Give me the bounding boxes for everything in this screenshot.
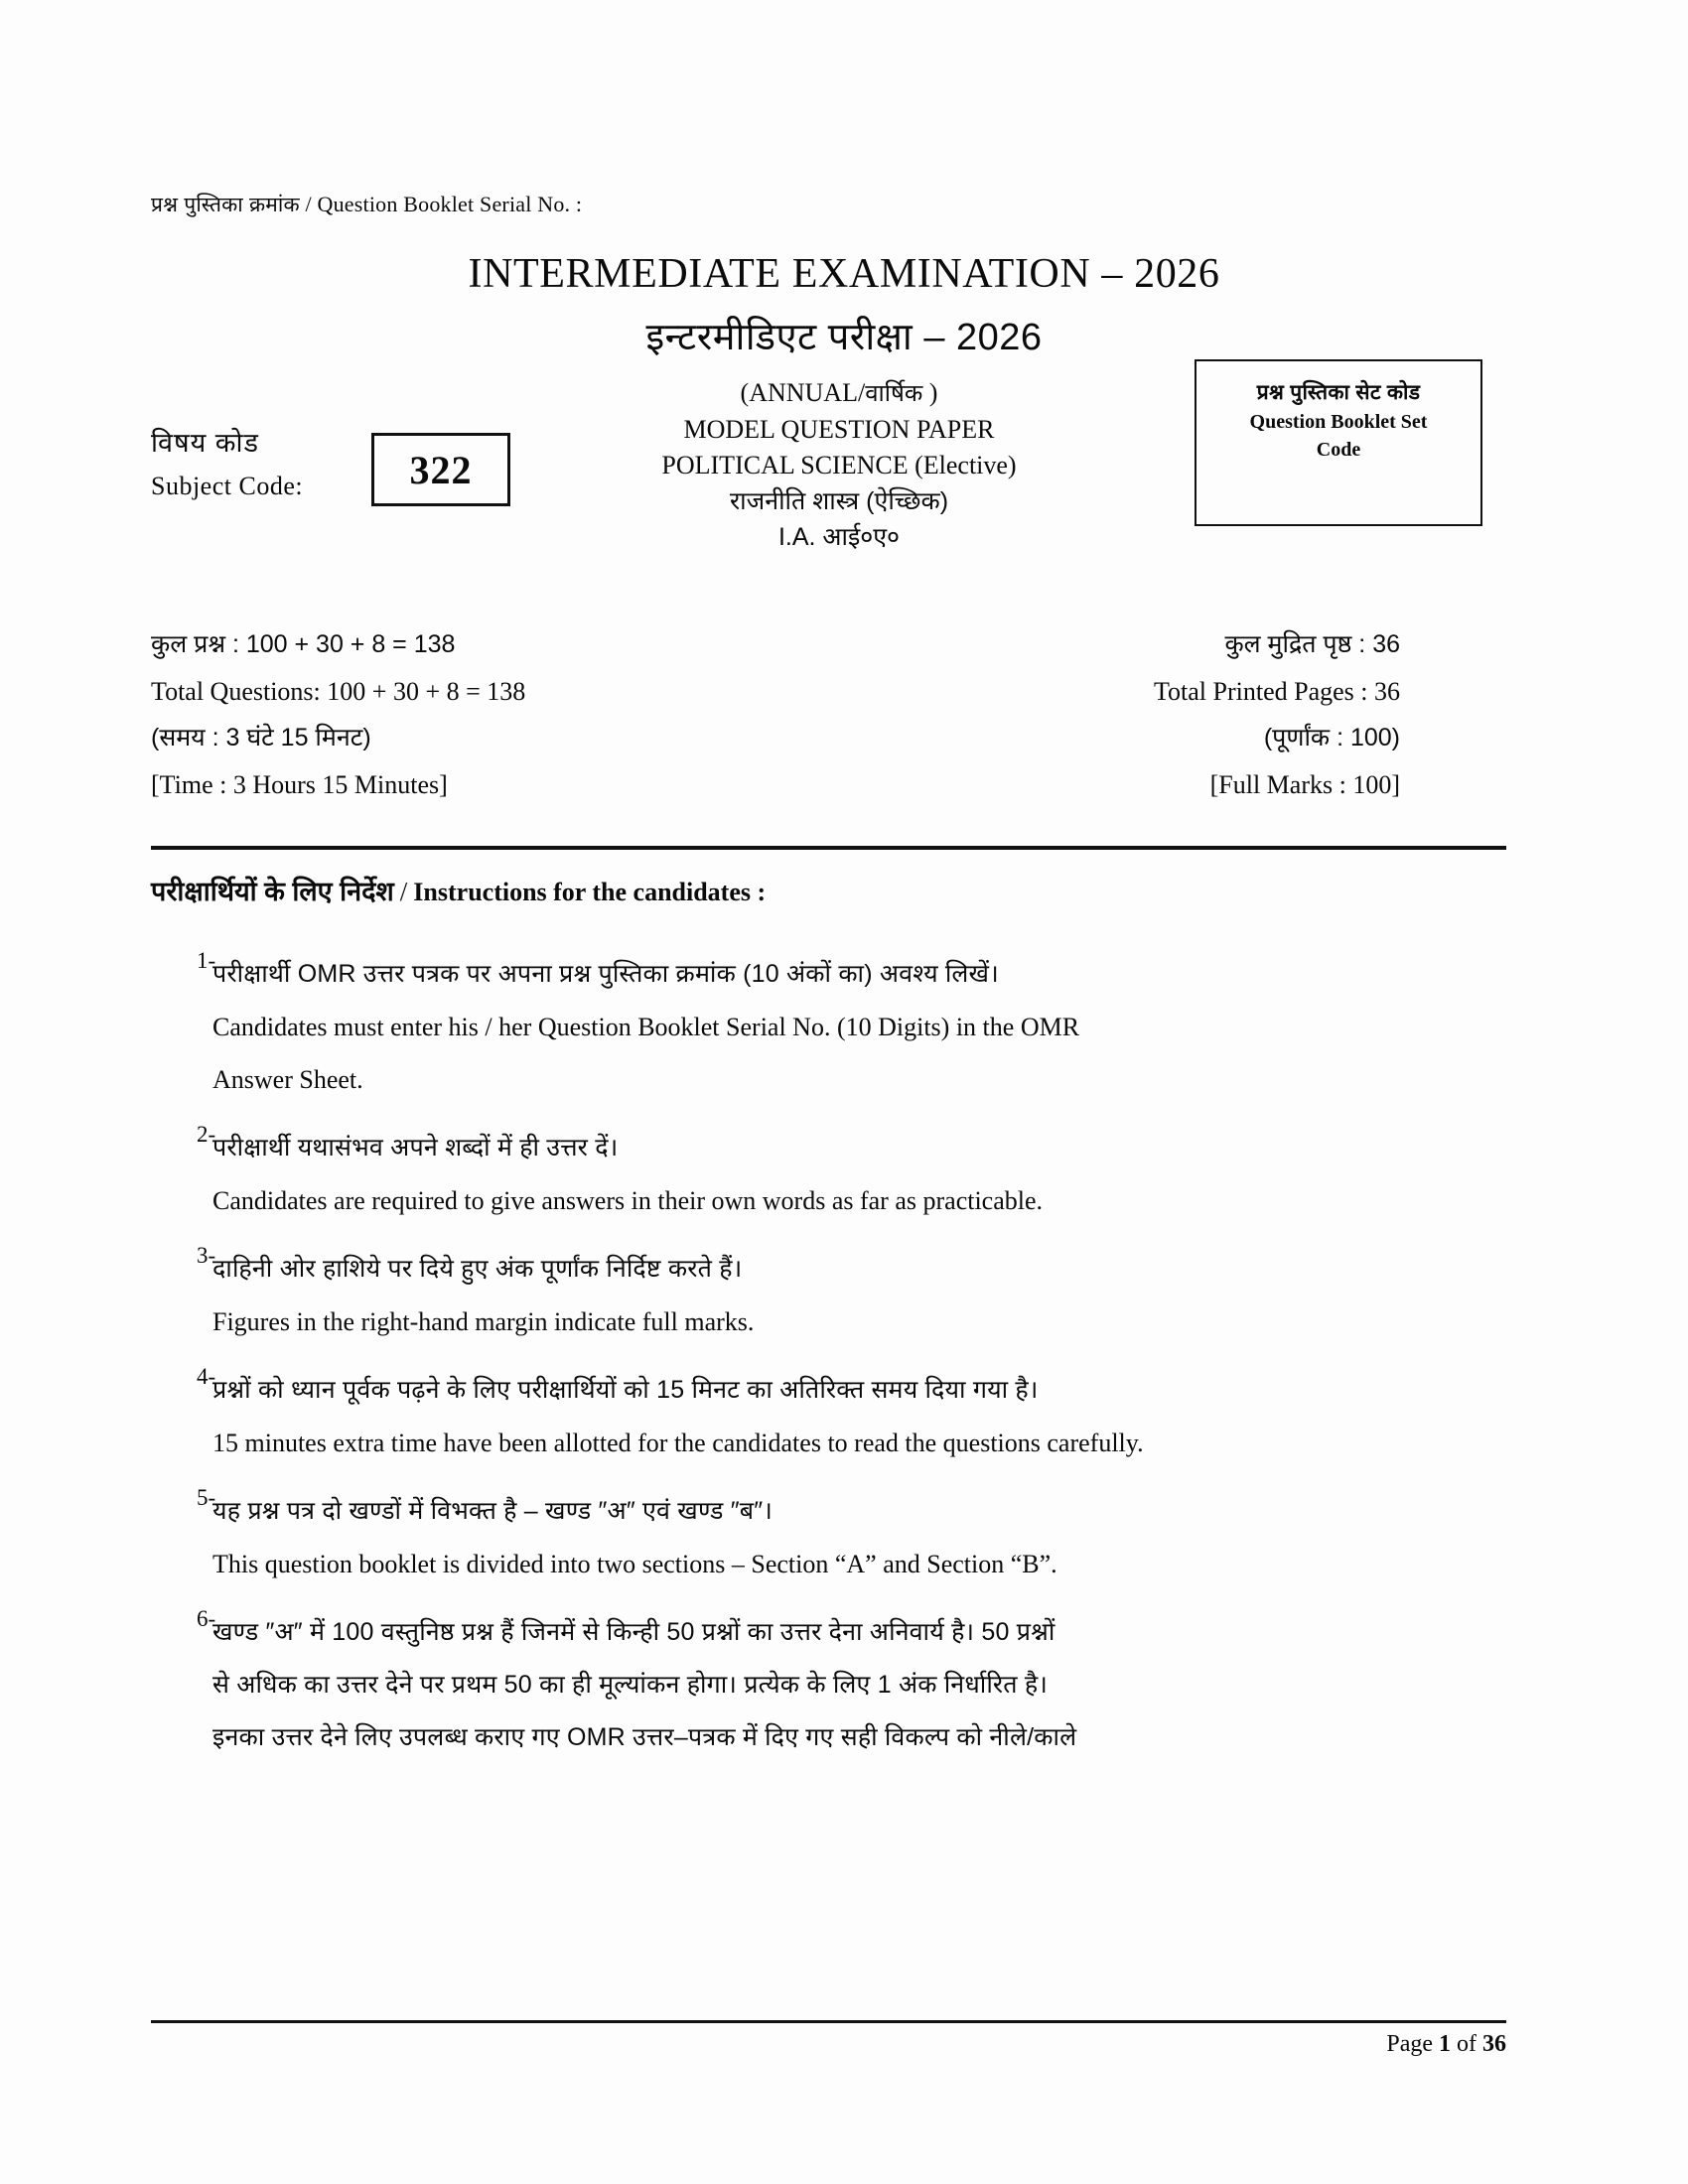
instruction-line: से अधिक का उत्तर देने पर प्रथम 50 का ही मूल्यांकन होगा। प्रत्येक के लिए 1 अंक निर्धारित है। <box>212 1671 1049 1699</box>
annual-hindi: वार्षिक <box>865 380 923 407</box>
instruction-number: 1- <box>197 948 216 973</box>
instructions-heading-english: Instructions for the candidates : <box>413 878 767 906</box>
subject-name-hindi: राजनीति शास्त्र (ऐच्छिक) <box>729 487 949 515</box>
printed-pages-english: Total Printed Pages : 36 <box>1153 677 1400 706</box>
footer-total-pages: 36 <box>1482 2031 1506 2057</box>
exam-stats-right <box>824 621 1400 808</box>
annual-separator: / <box>857 378 866 407</box>
subject-code-value: 322 <box>409 447 473 492</box>
subject-code-label <box>151 421 303 508</box>
instructions-list <box>151 948 1506 1780</box>
instruction-line: इनका उत्तर देने लिए उपलब्ध कराए गए OMR उत्तर–पत्रक में दिए गए सही विकल्प को नीले/काले <box>212 1723 1077 1751</box>
footer-page-prefix: Page <box>1386 2031 1439 2057</box>
instruction-line: दाहिनी ओर हाशिये पर दिये हुए अंक पूर्णांक निर्दिष्ट करते हैं। <box>212 1255 743 1283</box>
exam-title-hindi: इन्टरमीडिएट परीक्षा – 2026 <box>645 317 1043 358</box>
instruction-number: 2- <box>197 1122 216 1147</box>
instruction-line: प्रश्नों को ध्यान पूर्वक पढ़ने के लिए परीक्षार्थियों को 15 मिनट का अतिरिक्त समय दिया गया है। <box>212 1376 1039 1404</box>
instruction-line: खण्ड ″अ″ में 100 वस्तुनिष्ठ प्रश्न हैं जिनमें से किन्ही 50 प्रश्नों का उत्तर देना अनिवार्य है। 50 प्रश्नों <box>212 1618 1055 1646</box>
page-footer <box>151 2031 1506 2058</box>
subject-code-label-english: Subject Code: <box>151 472 304 500</box>
instruction-item <box>151 1606 1506 1764</box>
full-marks-hindi: (पूर्णांक : 100) <box>1263 724 1400 751</box>
footer-page-middle: of <box>1451 2031 1482 2057</box>
instructions-heading-hindi: परीक्षार्थियों के लिए निर्देश <box>151 877 394 906</box>
total-questions-hindi: कुल प्रश्न : 100 + 30 + 8 = 138 <box>151 630 456 658</box>
footer-page-number: 1 <box>1439 2031 1451 2057</box>
instruction-line: परीक्षार्थी OMR उत्तर पत्रक पर अपना प्रश्न पुस्तिका क्रमांक (10 अंकों का) अवश्य लिखें। <box>212 960 999 988</box>
instruction-item <box>151 1485 1506 1590</box>
serial-label-hindi: प्रश्न पुस्तिका क्रमांक <box>151 194 300 216</box>
header-divider <box>151 846 1506 850</box>
subject-code-label-hindi: विषय कोड <box>151 428 259 458</box>
time-hindi: (समय : 3 घंटे 15 मिनट) <box>151 724 371 751</box>
annual-english: (ANNUAL <box>740 378 858 407</box>
printed-pages-hindi: कुल मुद्रित पृष्ठ : 36 <box>1224 630 1400 658</box>
annual-line <box>427 375 1251 412</box>
question-booklet-serial-line <box>151 191 582 218</box>
subject-code-value-box <box>371 433 510 506</box>
instruction-item <box>151 1243 1506 1348</box>
question-booklet-set-code-box[interactable] <box>1195 359 1482 526</box>
instruction-number: 3- <box>197 1243 216 1268</box>
paper-details-block <box>427 375 1251 555</box>
subject-name-english: POLITICAL SCIENCE (Elective) <box>661 451 1017 479</box>
instruction-line: Answer Sheet. <box>212 1065 363 1094</box>
instruction-line: Candidates are required to give answers in their own words as far as practicable. <box>212 1186 1044 1215</box>
instruction-line: Figures in the right-hand margin indicate full marks. <box>212 1307 755 1336</box>
full-marks-english: [Full Marks : 100] <box>1209 770 1400 799</box>
instruction-item <box>151 948 1506 1106</box>
serial-separator: / <box>305 192 312 216</box>
instruction-item <box>151 1122 1506 1227</box>
footer-divider <box>151 2020 1506 2023</box>
instruction-item <box>151 1364 1506 1469</box>
annual-close-paren: ) <box>928 378 938 407</box>
set-code-label-english-line2: Code <box>1316 439 1361 461</box>
instruction-number: 5- <box>197 1485 216 1510</box>
total-questions-english: Total Questions: 100 + 30 + 8 = 138 <box>151 677 526 706</box>
exam-stats-left <box>151 621 846 808</box>
time-english: [Time : 3 Hours 15 Minutes] <box>151 770 448 799</box>
set-code-label-hindi: प्रश्न पुस्तिका सेट कोड <box>1256 381 1421 404</box>
instruction-number: 4- <box>197 1364 216 1389</box>
instruction-line: This question booklet is divided into two sections – Section “A” and Section “B”. <box>212 1550 1057 1578</box>
set-code-label-english-line1: Question Booklet Set <box>1249 411 1428 433</box>
instruction-line: 15 minutes extra time have been allotted for the candidates to read the questions carefully. <box>212 1429 1144 1457</box>
serial-label-english: Question Booklet Serial No. : <box>317 192 583 216</box>
stream-label: I.A. आई०ए० <box>777 523 901 551</box>
instruction-number: 6- <box>197 1606 216 1631</box>
exam-title-english: INTERMEDIATE EXAMINATION – 2026 <box>468 251 1220 297</box>
instruction-line: Candidates must enter his / her Question Booklet Serial No. (10 Digits) in the OMR <box>212 1013 1080 1041</box>
instructions-heading <box>151 872 766 908</box>
instruction-line: परीक्षार्थी यथासंभव अपने शब्दों में ही उत्तर दें। <box>212 1134 619 1161</box>
instruction-line: यह प्रश्न पत्र दो खण्डों में विभक्त है – खण्ड ″अ″ एवं खण्ड ″ब″। <box>212 1497 774 1525</box>
instructions-heading-separator: / <box>399 877 408 906</box>
model-question-paper-label: MODEL QUESTION PAPER <box>683 415 995 444</box>
